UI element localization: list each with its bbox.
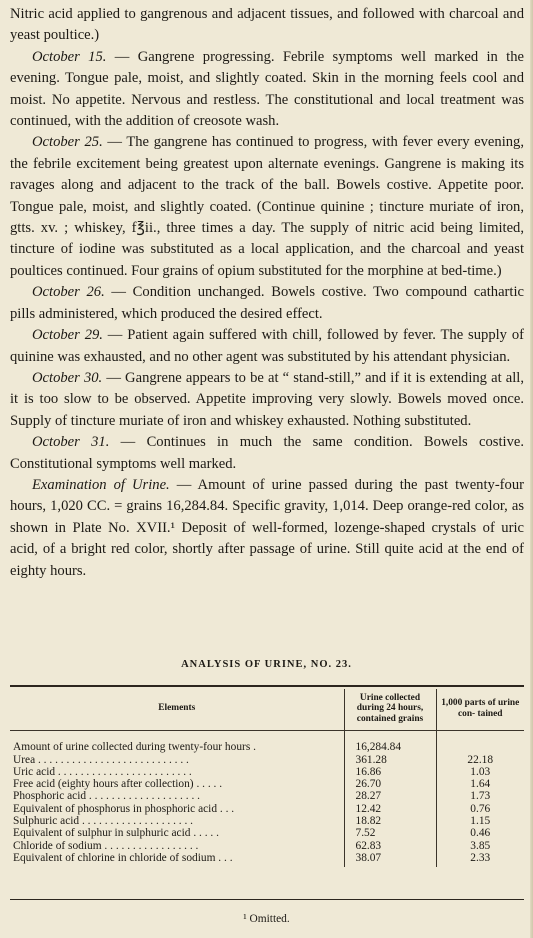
row-grains: 361.28 <box>344 754 436 766</box>
header-collected: Urine collected during 24 hours, contained grains <box>344 689 436 731</box>
row-parts: 1.15 <box>436 815 524 827</box>
entry-text: — The gangrene has continued to progress, with fever every evening, the febrile excitement being greatest upon alternate evenings. Gangrene is making its ravages along and adjacent to the track of the ball. Bowels costive. Appetite poor. Tongue pale, moist, and slightly coated. (Continue quinine ; tincture muriate of iron, gtts. xv. ; whiskey, f℥ii., three times a day. The supply of nitric acid being limited, tincture of iodine was substituted as a local application, and the charcoal and yeast poultices continued. Four grains of opium substituted for the morphine at bed-time.) <box>10 134 524 279</box>
table-row <box>10 754 524 766</box>
case-report-text <box>10 4 524 582</box>
table-header-row <box>10 689 524 731</box>
row-grains: 38.07 <box>344 852 436 867</box>
row-element: Equivalent of sulphur in sulphuric acid . . . . . <box>13 827 219 840</box>
entry-text: — Amount of urine passed during the past twenty-four hours, 1,020 CC. = grains 16,284.84. Specific gravity, 1,014. Deep orange-red color, as shown in Plate No. XVII.¹ Deposit of well-formed, lozenge-shaped crystals of uric acid, of a bright red color, shortly after passage of urine. Still quite acid at the end of eighty hours. <box>10 476 524 579</box>
row-parts: 2.33 <box>436 852 524 867</box>
row-parts: 0.76 <box>436 803 524 815</box>
header-parts: 1,000 parts of urine con- tained <box>436 689 524 731</box>
paragraph-october-15 <box>10 47 524 133</box>
paragraph: Nitric acid applied to gangrenous and adjacent tissues, and followed with charcoal and yeast poultice.) <box>10 6 524 44</box>
table-row <box>10 815 524 827</box>
row-parts: 1.03 <box>436 766 524 778</box>
entry-text: — Gangrene appears to be at “ stand-still,” and if it is extending at all, it is too slow to be observed. Appetite improving very slowly. Bowels moved once. Supply of tincture muriate of iron and whiskey exhausted. Nothing substituted. <box>10 369 524 429</box>
table-row <box>10 790 524 802</box>
entry-date: October 26. <box>32 284 105 301</box>
entry-date: October 25. <box>32 134 103 151</box>
table-row <box>10 731 524 754</box>
paragraph-october-30 <box>10 368 524 432</box>
paragraph-october-31 <box>10 432 524 475</box>
row-element: Equivalent of phosphorus in phosphoric acid . . . <box>13 802 235 815</box>
footnote: ¹ Omitted. <box>243 913 290 925</box>
entry-text: — Condition unchanged. Bowels costive. Two compound cathartic pills administered, which produced the desired effect. <box>10 284 524 322</box>
row-grains: 12.42 <box>344 803 436 815</box>
row-parts: 1.73 <box>436 790 524 802</box>
row-parts <box>436 731 524 754</box>
row-grains: 26.70 <box>344 778 436 790</box>
urine-analysis-table <box>10 689 524 867</box>
entry-date: October 15. <box>32 48 107 65</box>
table-row <box>10 827 524 839</box>
row-parts: 22.18 <box>436 754 524 766</box>
header-elements: Elements <box>10 689 344 731</box>
paragraph-october-26 <box>10 282 524 325</box>
row-grains: 16,284.84 <box>344 731 436 754</box>
row-grains: 62.83 <box>344 840 436 852</box>
row-grains: 18.82 <box>344 815 436 827</box>
table-bottom-rule <box>10 899 524 900</box>
row-element: Amount of urine collected during twenty-four hours . <box>13 741 256 754</box>
row-parts: 3.85 <box>436 840 524 852</box>
table-row <box>10 852 524 867</box>
table-top-rule <box>10 685 524 687</box>
entry-text: — Gangrene progressing. Febrile symptoms well marked in the evening. Tongue pale, moist, and slightly coated. Skin in the morning feels cool and moist. No appetite. Nervous and restless. The constitutional and local treatment was continued, with the addition of creosote wash. <box>10 48 524 130</box>
row-element: Phosphoric acid . . . . . . . . . . . . . . . . . . . . <box>13 790 200 803</box>
table-row <box>10 840 524 852</box>
row-element: Urea . . . . . . . . . . . . . . . . . . . . . . . . . . . <box>13 753 189 766</box>
entry-text: — Patient again suffered with chill, followed by fever. The supply of quinine was exhausted, and no other agent was substituted by his attendant physician. <box>10 327 524 365</box>
entry-date: October 30. <box>32 369 103 386</box>
paragraph-october-25 <box>10 132 524 282</box>
row-element: Sulphuric acid . . . . . . . . . . . . . . . . . . . . <box>13 815 194 827</box>
table-row <box>10 778 524 790</box>
table-row <box>10 803 524 815</box>
row-element: Free acid (eighty hours after collection) . . . . . <box>13 778 223 791</box>
table-row <box>10 766 524 778</box>
entry-date: October 29. <box>32 327 103 344</box>
row-element: Uric acid . . . . . . . . . . . . . . . . . . . . . . . . <box>13 765 192 778</box>
row-grains: 16.86 <box>344 766 436 778</box>
paragraph-october-29 <box>10 325 524 368</box>
row-element: Chloride of sodium . . . . . . . . . . . . . . . . . <box>13 839 199 852</box>
entry-date: October 31. <box>32 434 110 451</box>
row-grains: 28.27 <box>344 790 436 802</box>
row-parts: 0.46 <box>436 827 524 839</box>
entry-heading: Examination of Urine. <box>32 476 170 493</box>
entry-text: — Continues in much the same condition. Bowels costive. Constitutional symptoms well marked. <box>10 434 524 472</box>
row-element: Equivalent of chlorine in chloride of sodium . . . <box>13 851 233 864</box>
row-parts: 1.64 <box>436 778 524 790</box>
row-grains: 7.52 <box>344 827 436 839</box>
paragraph-urine-examination <box>10 475 524 582</box>
table-title: ANALYSIS OF URINE, NO. 23. <box>181 659 352 670</box>
